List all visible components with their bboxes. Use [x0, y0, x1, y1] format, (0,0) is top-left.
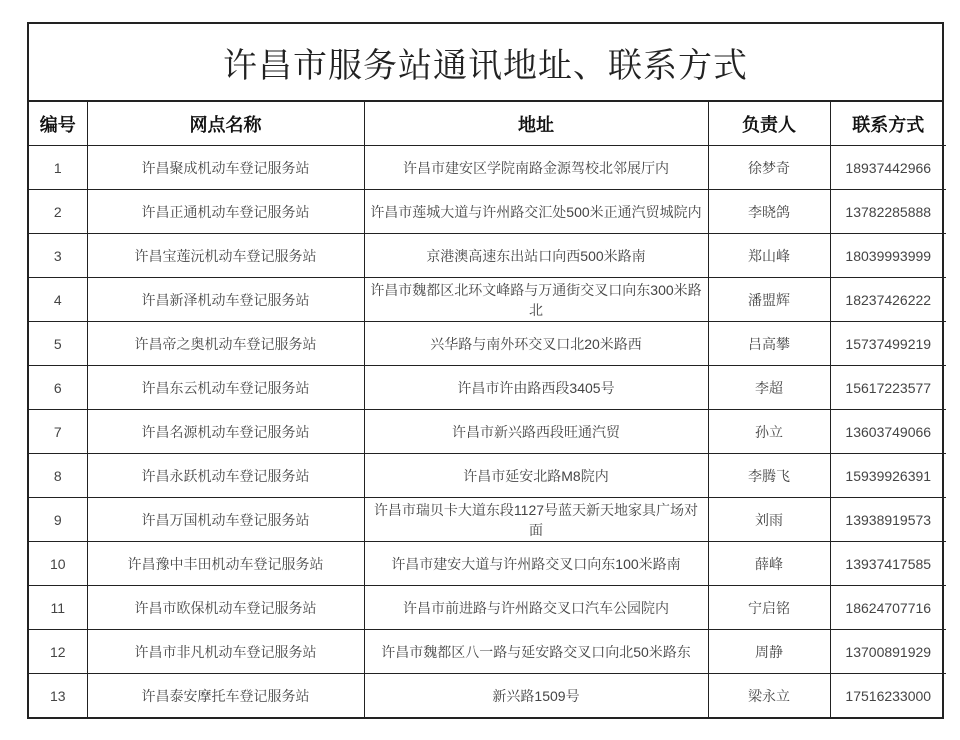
station-name: 许昌万国机动车登记服务站: [87, 498, 364, 542]
header-person-in-charge: 负责人: [708, 102, 830, 146]
contact-table-document: [27, 22, 944, 719]
header-station-name: 网点名称: [87, 102, 364, 146]
person-in-charge: 刘雨: [708, 498, 830, 542]
station-address: 许昌市魏都区八一路与延安路交叉口向北50米路东: [364, 630, 708, 674]
row-number: 12: [29, 630, 87, 674]
row-number: 2: [29, 190, 87, 234]
contact-phone: 18039993999: [830, 234, 946, 278]
row-number: 6: [29, 366, 87, 410]
service-station-table: [29, 102, 946, 717]
table-row: [29, 278, 946, 322]
station-name: 许昌名源机动车登记服务站: [87, 410, 364, 454]
contact-phone: 13782285888: [830, 190, 946, 234]
row-number: 3: [29, 234, 87, 278]
station-name: 许昌正通机动车登记服务站: [87, 190, 364, 234]
station-name: 许昌泰安摩托车登记服务站: [87, 674, 364, 718]
person-in-charge: 徐梦奇: [708, 146, 830, 190]
person-in-charge: 郑山峰: [708, 234, 830, 278]
table-row: [29, 630, 946, 674]
contact-phone: 18624707716: [830, 586, 946, 630]
row-number: 7: [29, 410, 87, 454]
row-number: 5: [29, 322, 87, 366]
table-row: [29, 322, 946, 366]
table-row: [29, 146, 946, 190]
station-address: 许昌市新兴路西段旺通汽贸: [364, 410, 708, 454]
person-in-charge: 梁永立: [708, 674, 830, 718]
station-address: 许昌市建安区学院南路金源驾校北邻展厅内: [364, 146, 708, 190]
header-address: 地址: [364, 102, 708, 146]
person-in-charge: 潘盟辉: [708, 278, 830, 322]
station-name: 许昌永跃机动车登记服务站: [87, 454, 364, 498]
station-address: 许昌市瑞贝卡大道东段1127号蓝天新天地家具广场对面: [364, 498, 708, 542]
table-row: [29, 498, 946, 542]
header-contact: 联系方式: [830, 102, 946, 146]
station-name: 许昌市非凡机动车登记服务站: [87, 630, 364, 674]
table-row: [29, 366, 946, 410]
row-number: 4: [29, 278, 87, 322]
person-in-charge: 吕高攀: [708, 322, 830, 366]
person-in-charge: 薛峰: [708, 542, 830, 586]
row-number: 11: [29, 586, 87, 630]
header-number: 编号: [29, 102, 87, 146]
station-address: 新兴路1509号: [364, 674, 708, 718]
row-number: 9: [29, 498, 87, 542]
contact-phone: 15617223577: [830, 366, 946, 410]
station-address: 许昌市建安大道与许州路交叉口向东100米路南: [364, 542, 708, 586]
row-number: 1: [29, 146, 87, 190]
station-address: 许昌市莲城大道与许州路交汇处500米正通汽贸城院内: [364, 190, 708, 234]
person-in-charge: 李超: [708, 366, 830, 410]
person-in-charge: 李腾飞: [708, 454, 830, 498]
table-row: [29, 190, 946, 234]
contact-phone: 17516233000: [830, 674, 946, 718]
table-row: [29, 410, 946, 454]
station-address: 许昌市延安北路M8院内: [364, 454, 708, 498]
contact-phone: 15737499219: [830, 322, 946, 366]
station-name: 许昌聚成机动车登记服务站: [87, 146, 364, 190]
table-header-row: [29, 102, 946, 146]
station-name: 许昌市欧保机动车登记服务站: [87, 586, 364, 630]
table-row: [29, 542, 946, 586]
contact-phone: 18937442966: [830, 146, 946, 190]
station-address: 许昌市许由路西段3405号: [364, 366, 708, 410]
document-title: 许昌市服务站通讯地址、联系方式: [29, 24, 942, 102]
contact-phone: 13938919573: [830, 498, 946, 542]
person-in-charge: 孙立: [708, 410, 830, 454]
station-name: 许昌帝之奥机动车登记服务站: [87, 322, 364, 366]
contact-phone: 13603749066: [830, 410, 946, 454]
station-name: 许昌豫中丰田机动车登记服务站: [87, 542, 364, 586]
table-row: [29, 234, 946, 278]
row-number: 8: [29, 454, 87, 498]
contact-phone: 13937417585: [830, 542, 946, 586]
person-in-charge: 周静: [708, 630, 830, 674]
contact-phone: 13700891929: [830, 630, 946, 674]
contact-phone: 18237426222: [830, 278, 946, 322]
table-row: [29, 454, 946, 498]
station-name: 许昌东云机动车登记服务站: [87, 366, 364, 410]
person-in-charge: 宁启铭: [708, 586, 830, 630]
station-address: 许昌市前进路与许州路交叉口汽车公园院内: [364, 586, 708, 630]
station-address: 京港澳高速东出站口向西500米路南: [364, 234, 708, 278]
station-address: 兴华路与南外环交叉口北20米路西: [364, 322, 708, 366]
contact-phone: 15939926391: [830, 454, 946, 498]
table-row: [29, 674, 946, 718]
station-name: 许昌新泽机动车登记服务站: [87, 278, 364, 322]
person-in-charge: 李晓鸽: [708, 190, 830, 234]
station-name: 许昌宝莲沅机动车登记服务站: [87, 234, 364, 278]
station-address: 许昌市魏都区北环文峰路与万通街交叉口向东300米路北: [364, 278, 708, 322]
table-row: [29, 586, 946, 630]
row-number: 10: [29, 542, 87, 586]
row-number: 13: [29, 674, 87, 718]
